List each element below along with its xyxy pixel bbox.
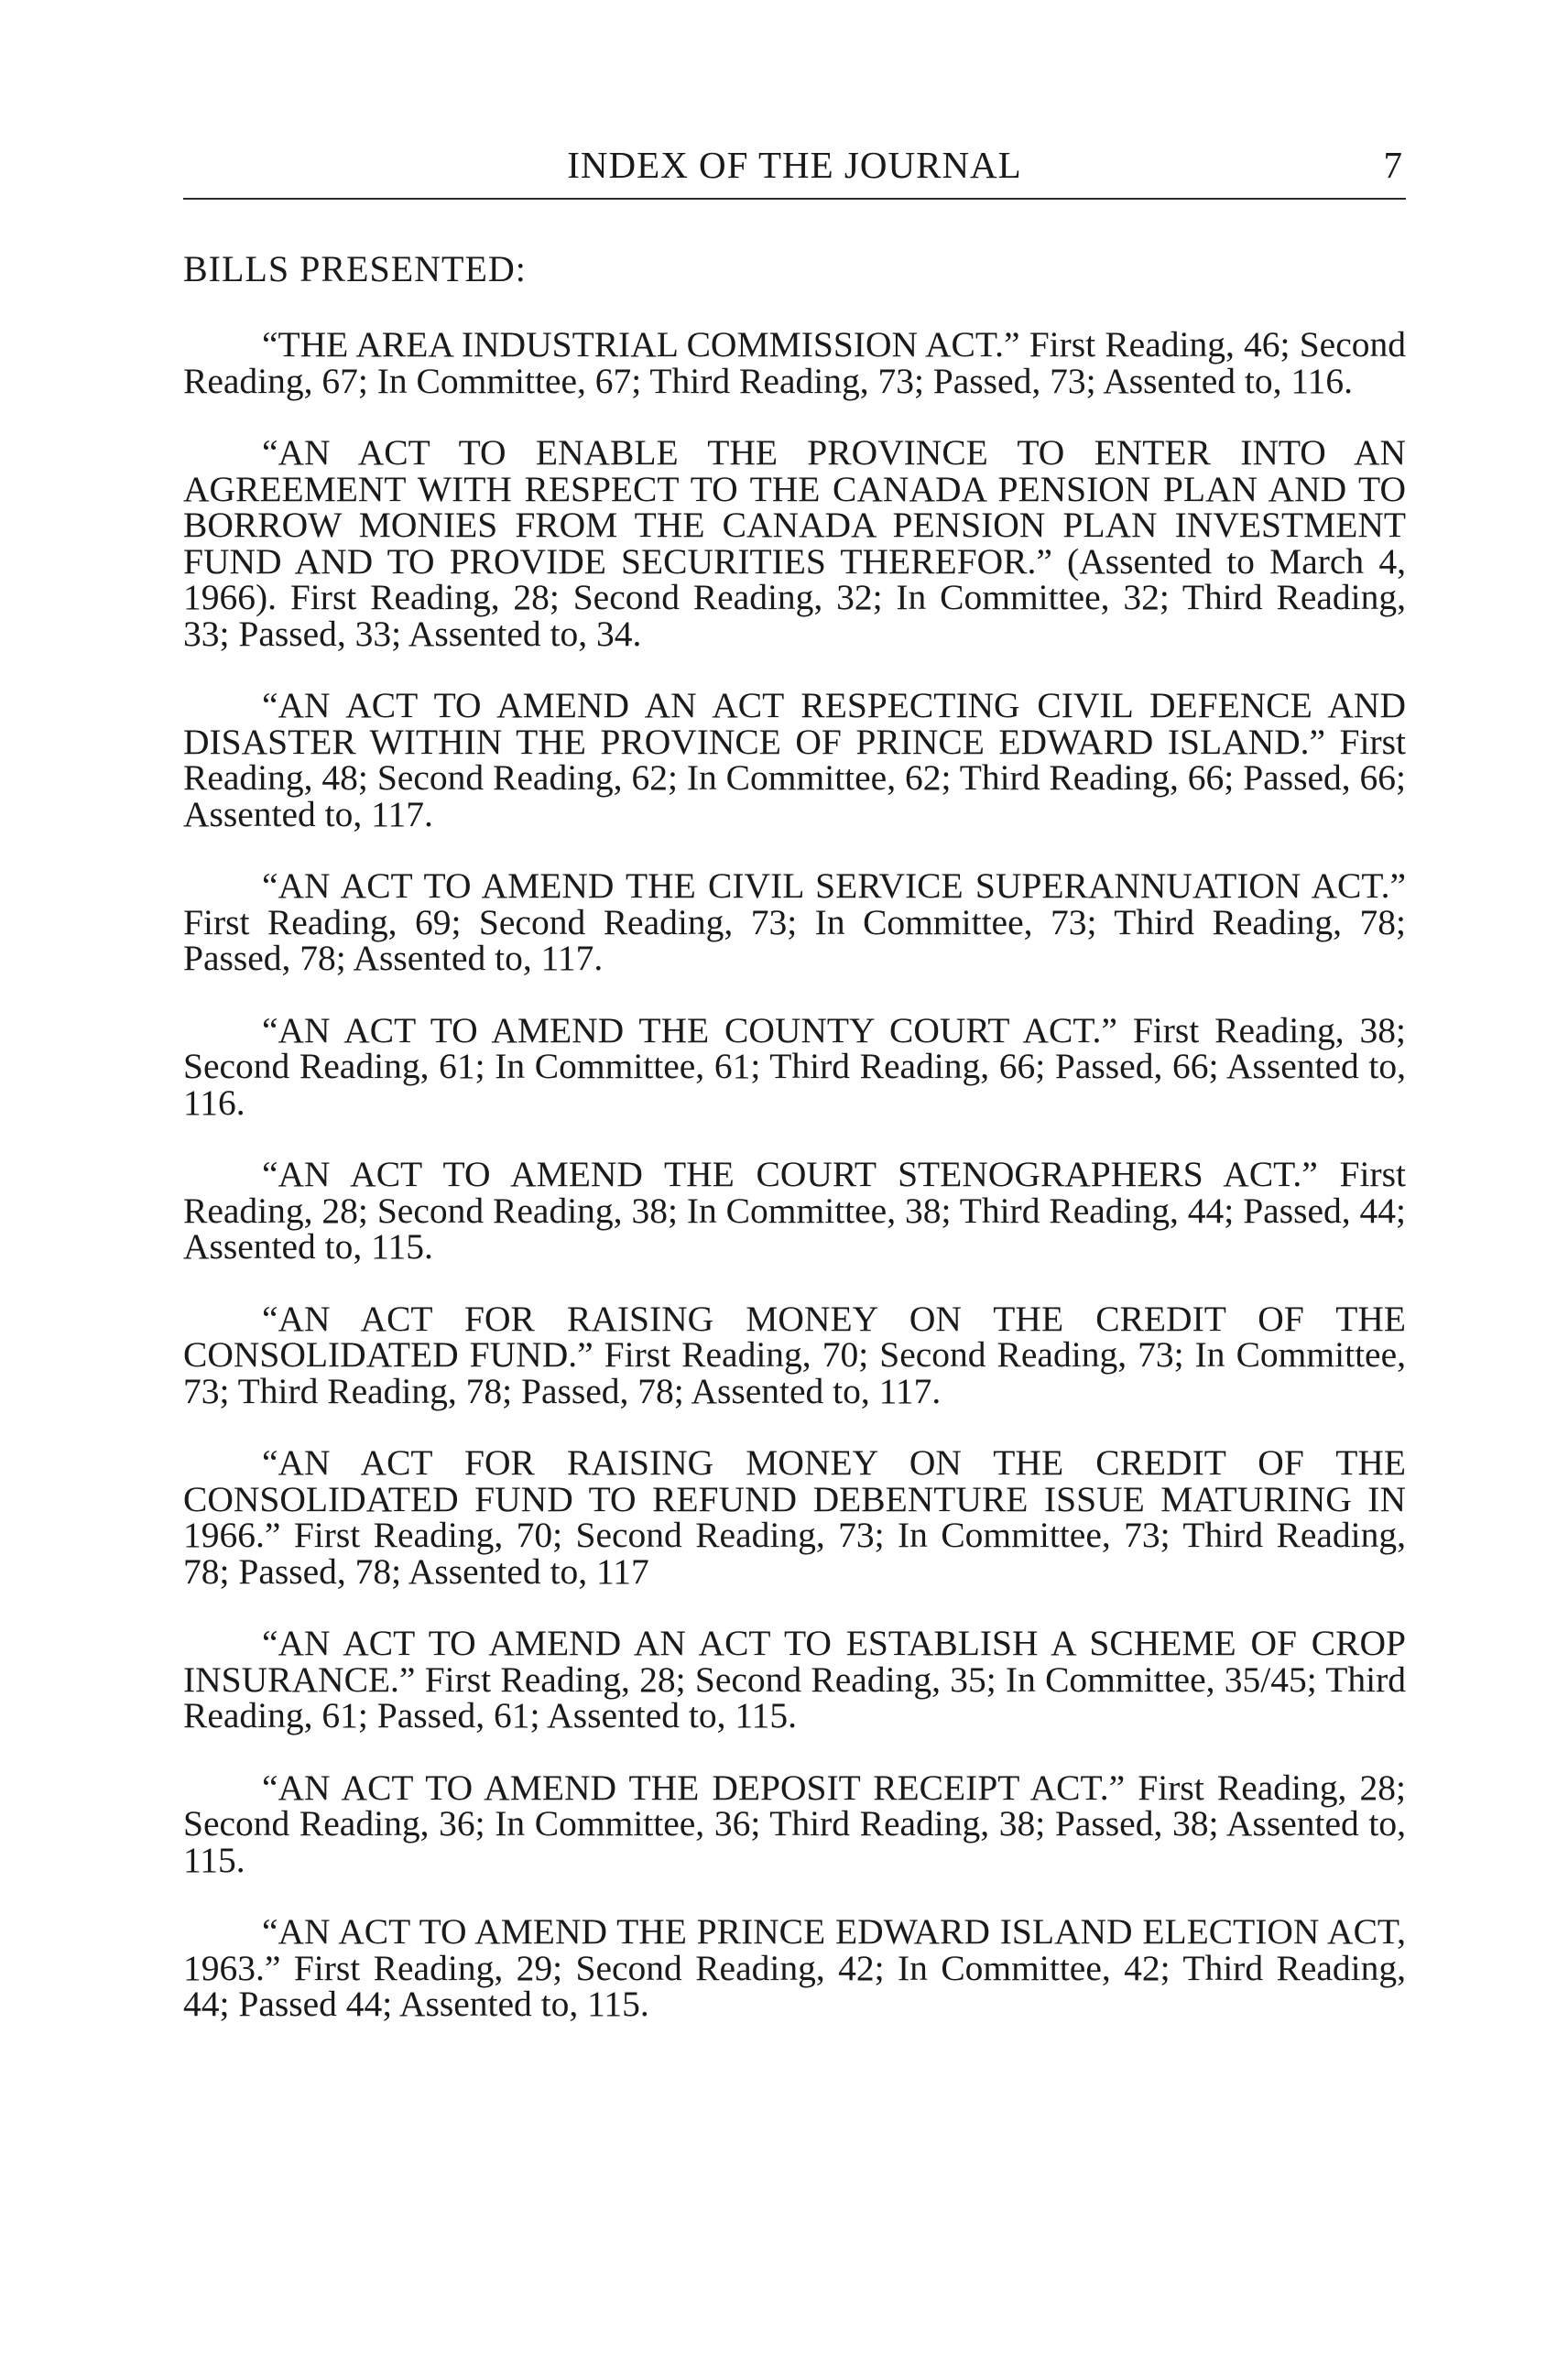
page-number: 7	[1383, 144, 1402, 186]
bill-entry: “AN ACT TO AMEND AN ACT RESPECTING CIVIL DEFENCE AND DISASTER WITHIN THE PROVINCE OF PRINCE EDWARD ISLAND.” First Reading, 48; Second Reading, 62; In Committee, 62; Third Reading, 66; Passed, 66; Assented to, 117.	[183, 685, 1406, 834]
bill-entry: “AN ACT TO ENABLE THE PROVINCE TO ENTER INTO AN AGREEMENT WITH RESPECT TO THE CANADA PENSION PLAN AND TO BORROW MONIES FROM THE CANADA PENSION PLAN INVESTMENT FUND AND TO PROVIDE SECURITIES THEREFOR.” (Assented to March 4, 1966). First Reading, 28; Second Reading, 32; In Committee, 32; Third Reading, 33; Passed, 33; Assented to, 34.	[183, 432, 1406, 654]
running-head	[183, 137, 1406, 200]
bill-entry: “AN ACT TO AMEND THE CIVIL SERVICE SUPERANNUATION ACT.” First Reading, 69; Second Reading, 73; In Committee, 73; Third Reading, 78; Passed, 78; Assented to, 117.	[183, 865, 1406, 978]
journal-page	[183, 137, 1406, 2059]
section-heading: BILLS PRESENTED:	[183, 248, 527, 289]
bill-entry: “AN ACT TO AMEND THE DEPOSIT RECEIPT ACT.” First Reading, 28; Second Reading, 36; In Committee, 36; Third Reading, 38; Passed, 38; Assented to, 115.	[183, 1767, 1406, 1880]
bill-entry: “AN ACT TO AMEND AN ACT TO ESTABLISH A SCHEME OF CROP INSURANCE.” First Reading, 28; Second Reading, 35; In Committee, 35/45; Third Reading, 61; Passed, 61; Assented to, 115.	[183, 1623, 1406, 1735]
bill-entry: “AN ACT TO AMEND THE PRINCE EDWARD ISLAND ELECTION ACT, 1963.” First Reading, 29; Second Reading, 42; In Committee, 42; Third Reading, 44; Passed 44; Assented to, 115.	[183, 1911, 1406, 2024]
bill-entry: “AN ACT FOR RAISING MONEY ON THE CREDIT OF THE CONSOLIDATED FUND TO REFUND DEBENTURE ISSUE MATURING IN 1966.” First Reading, 70; Second Reading, 73; In Committee, 73; Third Reading, 78; Passed, 78; Assented to, 117	[183, 1442, 1406, 1592]
bill-entry: “THE AREA INDUSTRIAL COMMISSION ACT.” First Reading, 46; Second Reading, 67; In Committee, 67; Third Reading, 73; Passed, 73; Assented to, 116.	[183, 324, 1406, 401]
bill-entry: “AN ACT TO AMEND THE COURT STENOGRAPHERS ACT.” First Reading, 28; Second Reading, 38; In Committee, 38; Third Reading, 44; Passed, 44; Assented to, 115.	[183, 1154, 1406, 1267]
bill-entry: “AN ACT TO AMEND THE COUNTY COURT ACT.” First Reading, 38; Second Reading, 61; In Committee, 61; Third Reading, 66; Passed, 66; Assented to, 116.	[183, 1009, 1406, 1123]
bill-entries	[183, 324, 1406, 2024]
running-title: INDEX OF THE JOURNAL	[567, 144, 1022, 186]
bill-entry: “AN ACT FOR RAISING MONEY ON THE CREDIT OF THE CONSOLIDATED FUND.” First Reading, 70; Second Reading, 73; In Committee, 73; Third Reading, 78; Passed, 78; Assented to, 117.	[183, 1298, 1406, 1411]
